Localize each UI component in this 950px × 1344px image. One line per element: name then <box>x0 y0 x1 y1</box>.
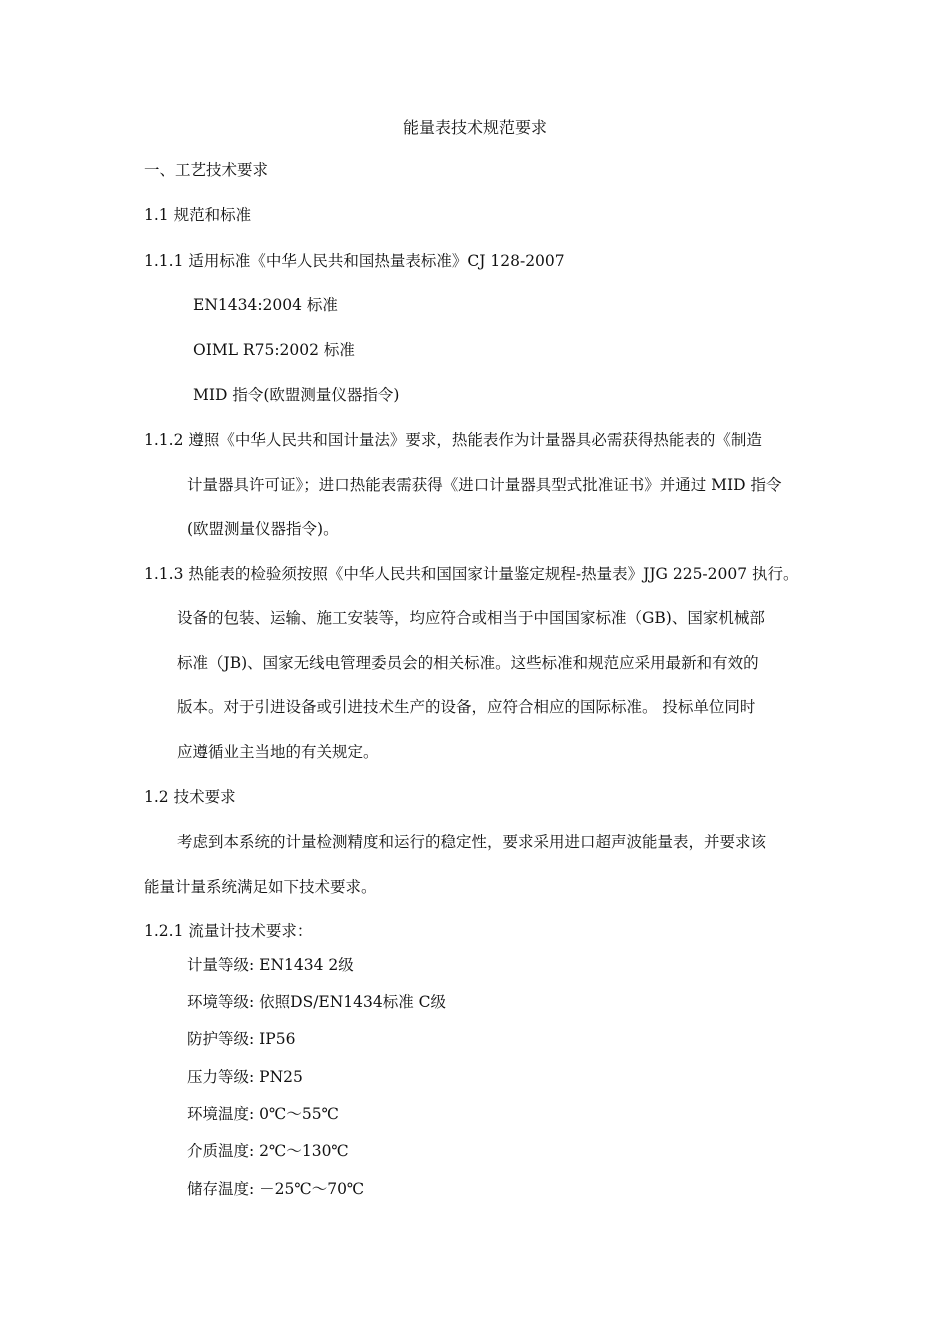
paragraph-line: 考虑到本系统的计量检测精度和运行的稳定性，要求采用进口超声波能量表，并要求该 <box>177 833 767 851</box>
document-title: 能量表技术规范要求 <box>402 118 547 137</box>
spec-item: 压力等级: PN25 <box>187 1068 303 1086</box>
clause-1-1-3-line: 设备的包装、运输、施工安装等，均应符合或相当于中国国家标准（GB)、国家机械部 <box>177 609 765 627</box>
spec-item: 防护等级: IP56 <box>187 1030 296 1048</box>
clause-1-1-3-line: 应遵循业主当地的有关规定。 <box>177 743 379 761</box>
spec-item: 储存温度: －25℃～70℃ <box>187 1180 365 1198</box>
subsection-heading: 1.1 规范和标准 <box>144 206 252 224</box>
clause-1-1-2-line: 1.1.2 遵照《中华人民共和国计量法》要求，热能表作为计量器具必需获得热能表的《制造 <box>144 431 762 449</box>
clause-1-1-1: 1.1.1 适用标准《中华人民共和国热量表标准》CJ 128-2007 <box>144 252 565 270</box>
clause-1-1-3-line: 标准（JB)、国家无线电管理委员会的相关标准。这些标准和规范应采用最新和有效的 <box>177 654 759 672</box>
standard-item: EN1434:2004 标准 <box>193 296 338 314</box>
section-heading: 一、工艺技术要求 <box>144 161 269 179</box>
spec-item: 介质温度: 2℃～130℃ <box>187 1142 349 1160</box>
clause-1-1-2-line: (欧盟测量仪器指令)。 <box>187 520 339 538</box>
subsection-heading: 1.2 技术要求 <box>144 788 236 806</box>
clause-1-2-1: 1.2.1 流量计技术要求： <box>144 922 313 940</box>
clause-1-1-3-line: 版本。对于引进设备或引进技术生产的设备，应符合相应的国际标准。 投标单位同时 <box>177 698 756 716</box>
standard-item: OIML R75:2002 标准 <box>193 341 355 359</box>
standard-item: MID 指令(欧盟测量仪器指令) <box>193 386 400 404</box>
spec-item: 环境温度: 0℃～55℃ <box>187 1105 339 1123</box>
clause-1-1-3-line: 1.1.3 热能表的检验须按照《中华人民共和国国家计量鉴定规程-热量表》JJG 225-2007 执行。 <box>144 565 799 583</box>
clause-1-1-2-line: 计量器具许可证》；进口热能表需获得《进口计量器具型式批准证书》并通过 MID 指令 <box>187 476 782 494</box>
spec-item: 环境等级: 依照DS/EN1434标准 C级 <box>187 993 447 1011</box>
spec-item: 计量等级: EN1434 2级 <box>187 956 354 974</box>
paragraph-line: 能量计量系统满足如下技术要求。 <box>144 878 377 896</box>
